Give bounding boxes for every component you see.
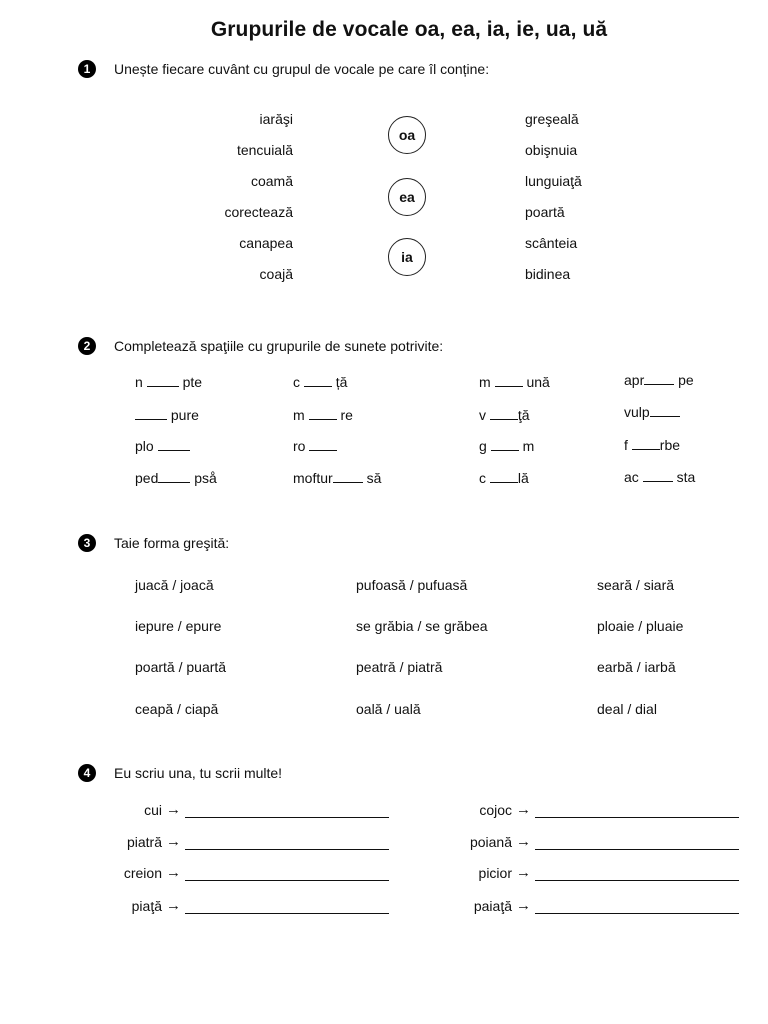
choice-pair[interactable]: poartă / puartă <box>135 659 227 675</box>
blank-line[interactable] <box>309 408 337 420</box>
plural-row <box>100 833 389 850</box>
fill-blank-item: ped pså <box>135 470 217 486</box>
singular-word: piatră <box>126 834 162 850</box>
blank-line[interactable] <box>158 471 190 483</box>
plural-row <box>100 897 389 914</box>
choice-pair[interactable]: iepure / epure <box>135 618 222 634</box>
exercise-2-instruction: Completează spaţiile cu grupurile de sunete potrivite: <box>114 338 444 354</box>
ex1-left-word[interactable]: tencuială <box>236 142 293 158</box>
fill-blank-item: f rbe <box>624 437 681 453</box>
choice-pair[interactable]: se grăbia / se grăbea <box>356 618 488 634</box>
blank-line[interactable] <box>304 375 332 387</box>
ex1-left-word[interactable]: iarăşi <box>259 111 293 127</box>
fill-blank-item: apr pe <box>624 372 694 388</box>
arrow-icon: → <box>516 897 531 914</box>
exercise-3-number: 3 <box>78 534 96 552</box>
arrow-icon: → <box>166 833 181 850</box>
plural-row <box>450 833 739 850</box>
vowel-group-circle[interactable]: oa <box>388 116 426 154</box>
vowel-group-circle[interactable]: ia <box>388 238 426 276</box>
plural-row <box>100 864 389 881</box>
ex1-right-word[interactable]: scânteia <box>525 235 578 251</box>
choice-pair[interactable]: oală / uală <box>356 701 421 717</box>
choice-pair[interactable]: seară / siară <box>597 577 675 593</box>
exercise-1-number: 1 <box>78 60 96 78</box>
blank-line[interactable] <box>650 405 680 417</box>
choice-pair[interactable]: pufoasă / pufuasă <box>356 577 468 593</box>
answer-line[interactable] <box>535 866 739 881</box>
fill-blank-item: vulp <box>624 404 680 420</box>
blank-line[interactable] <box>147 375 179 387</box>
fill-blank-item: v ţă <box>479 407 530 423</box>
blank-line[interactable] <box>643 470 673 482</box>
exercise-3-instruction: Taie forma greşită: <box>114 535 230 551</box>
blank-line[interactable] <box>491 439 519 451</box>
arrow-icon: → <box>166 897 181 914</box>
ex1-left-word[interactable]: coajă <box>259 266 293 282</box>
exercise-2-header <box>78 335 443 357</box>
fill-blank-item: g m <box>479 438 535 454</box>
blank-line[interactable] <box>135 408 167 420</box>
blank-line[interactable] <box>490 471 518 483</box>
answer-line[interactable] <box>185 866 389 881</box>
ex1-right-word[interactable]: poartă <box>525 204 565 220</box>
plural-row <box>450 897 739 914</box>
exercise-1-header <box>78 58 489 80</box>
blank-line[interactable] <box>158 439 190 451</box>
exercise-1-instruction: Unește fiecare cuvânt cu grupul de vocale pe care îl conține: <box>114 61 490 77</box>
fill-blank-item: moftur să <box>293 470 382 486</box>
blank-line[interactable] <box>333 471 363 483</box>
answer-line[interactable] <box>185 803 389 818</box>
answer-line[interactable] <box>185 899 389 914</box>
arrow-icon: → <box>166 801 181 818</box>
fill-blank-item: plo <box>135 438 190 454</box>
answer-line[interactable] <box>535 835 739 850</box>
fill-blank-item: c ță <box>293 374 348 390</box>
ex1-right-word[interactable]: lunguiaţă <box>525 173 582 189</box>
arrow-icon: → <box>166 864 181 881</box>
singular-word: piaţă <box>131 898 162 914</box>
fill-blank-item: m re <box>293 407 353 423</box>
choice-pair[interactable]: peatră / piatră <box>356 659 443 675</box>
answer-line[interactable] <box>535 803 739 818</box>
exercise-4-header <box>78 762 282 784</box>
blank-line[interactable] <box>495 375 523 387</box>
exercise-2-number: 2 <box>78 337 96 355</box>
choice-pair[interactable]: juacă / joacă <box>135 577 214 593</box>
fill-blank-item: c lă <box>479 470 529 486</box>
singular-word: cui <box>144 802 162 818</box>
ex1-left-word[interactable]: coamă <box>250 173 293 189</box>
plural-row <box>450 801 739 818</box>
singular-word: creion <box>123 865 162 881</box>
singular-word: cojoc <box>479 802 512 818</box>
exercise-4-instruction: Eu scriu una, tu scrii multe! <box>114 765 283 781</box>
blank-line[interactable] <box>644 373 674 385</box>
choice-pair[interactable]: deal / dial <box>597 701 657 717</box>
answer-line[interactable] <box>535 899 739 914</box>
answer-line[interactable] <box>185 835 389 850</box>
blank-line[interactable] <box>490 408 518 420</box>
blank-line[interactable] <box>632 438 660 450</box>
page-title: Grupurile de vocale oa, ea, ia, ie, ua, uă <box>210 18 608 41</box>
fill-blank-item: pure <box>135 407 199 423</box>
ex1-left-word[interactable]: corectează <box>224 204 293 220</box>
blank-line[interactable] <box>309 439 337 451</box>
vowel-group-circle[interactable]: ea <box>388 178 426 216</box>
fill-blank-item: ac sta <box>624 469 696 485</box>
ex1-right-word[interactable]: bidinea <box>525 266 571 282</box>
choice-pair[interactable]: ceapă / ciapă <box>135 701 219 717</box>
fill-blank-item: ro <box>293 438 337 454</box>
exercise-4-number: 4 <box>78 764 96 782</box>
ex1-right-word[interactable]: greşeală <box>525 111 579 127</box>
exercise-3-header <box>78 532 229 554</box>
fill-blank-item: n pte <box>135 374 203 390</box>
ex1-left-word[interactable]: canapea <box>239 235 293 251</box>
choice-pair[interactable]: earbă / iarbă <box>597 659 676 675</box>
arrow-icon: → <box>516 833 531 850</box>
singular-word: poiană <box>469 834 512 850</box>
plural-row <box>450 864 739 881</box>
fill-blank-item: m ună <box>479 374 550 390</box>
plural-row <box>100 801 389 818</box>
ex1-right-word[interactable]: obişnuia <box>525 142 578 158</box>
arrow-icon: → <box>516 864 531 881</box>
singular-word: picior <box>478 865 512 881</box>
choice-pair[interactable]: ploaie / pluaie <box>597 618 684 634</box>
arrow-icon: → <box>516 801 531 818</box>
singular-word: paiaţă <box>473 898 512 914</box>
